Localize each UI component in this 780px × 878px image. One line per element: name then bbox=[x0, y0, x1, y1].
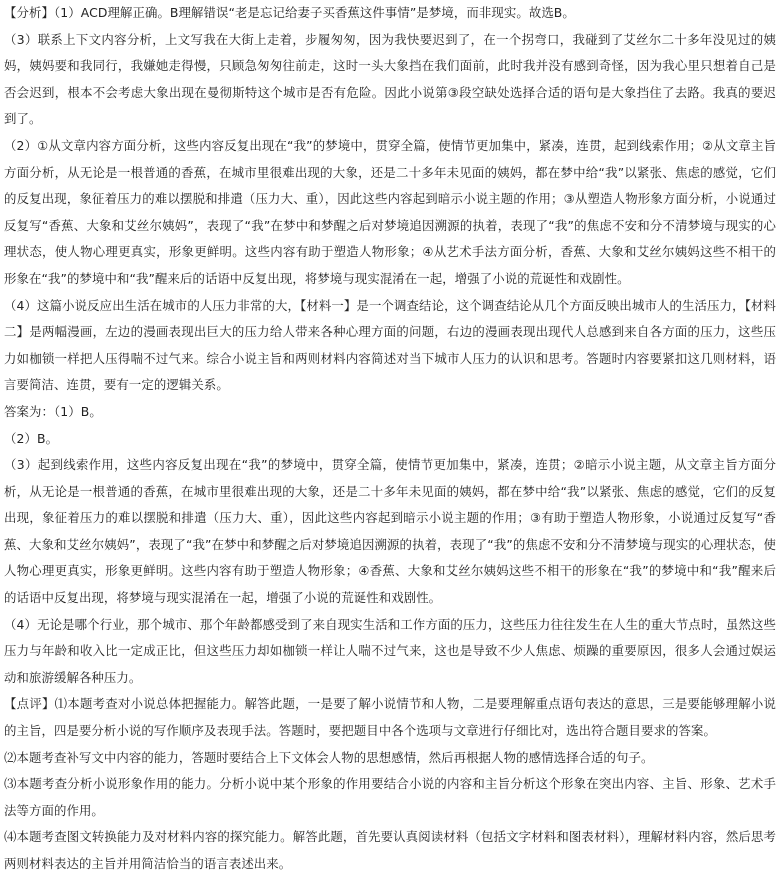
analysis-paragraph-3 bbox=[4, 133, 776, 293]
analysis-paragraph-2 bbox=[4, 27, 776, 133]
analysis-paragraph-4 bbox=[4, 293, 776, 399]
paragraph-text: ⑵本题考查补写文中内容的能力，答题时要结合上下文体会人物的思想感情，然后再根据人物的感情选择合适的句子。 bbox=[4, 749, 654, 765]
answer-paragraph-1 bbox=[4, 399, 776, 426]
analysis-paragraph-1 bbox=[4, 0, 776, 27]
answer-paragraph-3 bbox=[4, 452, 776, 612]
paragraph-text: （3）联系上下文内容分析，上文写我在大街上走着，步履匆匆，因为我快要迟到了，在一个拐弯口，我碰到了艾丝尔二十多年没见过的姨妈，姨妈要和我同行，我嫌她走得慢，只顾急匆匆往前走，这时一头大象挡在我们面前，此时我并没有感到奇怪，因为我心里只想着自己是否会迟到，根本不会考虑大象出现在曼彻斯特这个城市是否有危险。因此小说第③段空缺处选择合适的语句是大象挡住了去路。我真的要迟到了。 bbox=[4, 31, 776, 127]
paragraph-text: （3）起到线索作用，这些内容反复出现在“我”的梦境中，贯穿全篇，使情节更加集中，紧凑，连贯；②暗示小说主题，从文章主旨方面分析，从无论是一根普通的香蕉，在城市里很难出现的大象，还是二十多年未见面的姨妈，都在梦中给“我”以紧张、焦虑的感觉，它们的反复出现，象征着压力的难以摆脱和排遣（压力大、重），因此这些内容起到暗示小说主题的作用；③有助于塑造人物形象，小说通过反复写“香蕉、大象和艾丝尔姨妈”，表现了“我”在梦中和梦醒之后对梦境追因溯源的执着，表现了“我”的焦虑不安和分不清梦境与现实的心理状态，使人物心理更真实，形象更鲜明。这些内容有助于塑造人物形象；④香蕉、大象和艾丝尔姨妈这些不相干的形象在“我”的梦境中和“我”醒来后的话语中反复出现，将梦境与现实混淆在一起，增强了小说的荒诞性和戏剧性。 bbox=[4, 457, 776, 606]
paragraph-text: （4）这篇小说反应出生活在城市的人压力非常的大，【材料一】是一个调查结论，这个调查结论从几个方面反映出城市人的生活压力，【材料二】是两幅漫画，左边的漫画表现出巨大的压力给人带来各种心理方面的问题，右边的漫画表现出现代人总感到来自各方面的压力，这些压力如枷锁一样把人压得喘不过气来。综合小说主旨和两则材料内容简述对当下城市人压力的认识和思考。答题时内容要紧扣这几则材料，语言要简洁、连贯，要有一定的逻辑关系。 bbox=[4, 297, 776, 393]
answer-paragraph-2 bbox=[4, 426, 776, 453]
comment-paragraph-2 bbox=[4, 745, 776, 772]
paragraph-text: （4）无论是哪个行业，那个城市、那个年龄都感受到了来自现实生活和工作方面的压力，这些压力往往发生在人生的重大节点时，虽然这些压力与年龄和收入比一定成正比，但这些压力却如枷锁一样让人喘不过气来，这也是导致不少人焦虑、烦躁的重要原因，很多人会通过娱运动和旅游缓解各种压力。 bbox=[4, 616, 776, 685]
paragraph-text: （2）B。 bbox=[4, 430, 59, 446]
paragraph-text: 答案为：（1）B。 bbox=[4, 403, 102, 419]
paragraph-text: ⑶本题考查分析小说形象作用的能力。分析小说中某个形象的作用要结合小说的内容和主旨分析这个形象在突出内容、主旨、形象、艺术手法等方面的作用。 bbox=[4, 776, 776, 818]
paragraph-text: （1）ACD理解正确。B理解错误“老是忘记给妻子买香蕉这件事情”是梦境，而非现实。故选B。 bbox=[53, 5, 575, 20]
answer-paragraph-4 bbox=[4, 612, 776, 692]
analysis-tag: 【分析】 bbox=[4, 5, 54, 20]
paragraph-text: （2）①从文章内容方面分析，这些内容反复出现在“我”的梦境中，贯穿全篇，使情节更加集中，紧凑，连贯，起到线索作用；②从文章主旨方面分析，从无论是一根普通的香蕉，在城市里很难出现的大象，还是二十多年未见面的姨妈，都在梦中给“我”以紧张、焦虑的感觉，它们的反复出现，象征着压力的难以摆脱和排遣（压力大、重），因此这些内容起到暗示小说主题的作用；③从塑造人物形象方面分析，小说通过反复写“香蕉、大象和艾丝尔姨妈”，表现了“我”在梦中和梦醒之后对梦境追因溯源的执着，表现了“我”的焦虑不安和分不清梦境与现实的心理状态，使人物心理更真实，形象更鲜明。这些内容有助于塑造人物形象；④从艺术手法方面分析，香蕉、大象和艾丝尔姨妈这些不相干的形象在“我”的梦境中和“我”醒来后的话语中反复出现，将梦境与现实混淆在一起，增强了小说的荒诞性和戏剧性。 bbox=[4, 137, 776, 286]
comment-tag: 【点评】 bbox=[4, 696, 55, 712]
comment-paragraph-1 bbox=[4, 691, 776, 744]
comment-paragraph-4 bbox=[4, 824, 776, 877]
comment-paragraph-3 bbox=[4, 771, 776, 824]
paragraph-text: ⑴本题考查对小说总体把握能力。解答此题，一是要了解小说情节和人物，二是要理解重点语句表达的意思，三是要能够理解小说的主旨，四是要分析小说的写作顺序及表现手法。答题时，要把题目中各个选项与文章进行仔细比对，选出符合题目要求的答案。 bbox=[4, 696, 776, 739]
paragraph-text: ⑷本题考查图文转换能力及对材料内容的探究能力。解答此题，首先要认真阅读材料（包括文字材料和图表材料），理解材料内容，然后思考两则材料表达的主旨并用简洁恰当的语言表述出来。 bbox=[4, 829, 776, 871]
